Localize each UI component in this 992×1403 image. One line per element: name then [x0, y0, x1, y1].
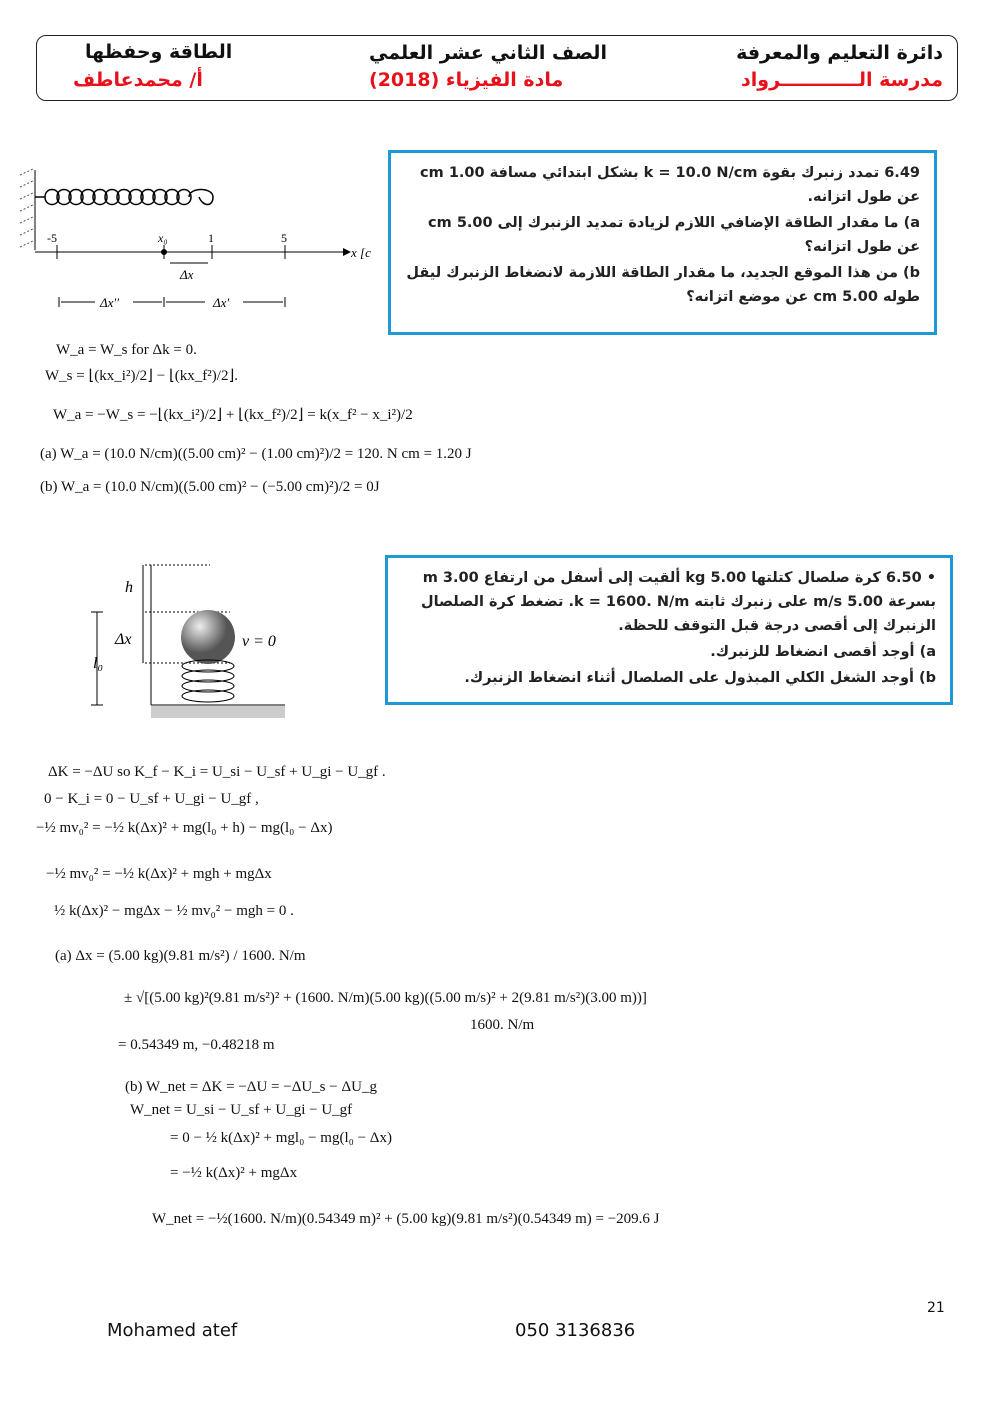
velocity-label: v = 0	[242, 633, 276, 650]
problem-stem: • 6.50 كرة صلصال كتلتها 5.00 kg ألقيت إلى أسفل من ارتفاع 3.00 m بسرعة 5.00 m/s على زنبرك ثابته k = 1600. N/m. تضغط كرة الصلصال الزنبرك إلى أقصى درجة قبل التوقف للحظة.	[420, 570, 936, 634]
equation-line: (b) W_net = ΔK = −ΔU = −ΔU_s − ΔU_g	[125, 1079, 377, 1095]
footer-phone: 050 3136836	[515, 1320, 636, 1341]
tick-label: x₀	[158, 231, 168, 245]
problem-part-a: a) ما مقدار الطاقة الإضافي اللازم لزيادة تمديد الزنبرك إلى 5.00 cm عن طول اتزانه؟	[428, 215, 920, 255]
spring-coil-icon	[35, 190, 213, 205]
delta-x-label: Δx	[180, 267, 194, 282]
equation-line: W_a = W_s for Δk = 0.	[56, 342, 197, 358]
equation-line: ΔK = −ΔU so K_f − K_i = U_si − U_sf + U_gi − U_gf .	[48, 764, 386, 780]
equation-line: ± √[(5.00 kg)²(9.81 m/s²)² + (1600. N/m)(5.00 kg)((5.00 m/s)² + 2(9.81 m/s²)(3.00 m))]	[124, 990, 647, 1006]
equation-line: −½ mv₀² = −½ k(Δx)² + mgh + mgΔx	[46, 866, 272, 882]
spring-icon	[182, 660, 234, 702]
l0-label: l₀	[93, 655, 104, 672]
axis-label: x [c	[351, 245, 371, 260]
equation-line: −½ mv₀² = −½ k(Δx)² + mg(l₀ + h) − mg(l₀ − Δx)	[36, 820, 333, 836]
equation-line: (a) Δx = (5.00 kg)(9.81 m/s²) / 1600. N/m	[55, 948, 306, 964]
delta-x-prime-label: Δx′	[213, 295, 230, 310]
problem-6-49-box	[388, 150, 937, 335]
clay-ball-icon	[181, 610, 235, 664]
equation-line: W_net = −½(1600. N/m)(0.54349 m)² + (5.00 kg)(9.81 m/s²)(0.54349 m) = −209.6 J	[152, 1211, 660, 1227]
equation-line: W_a = −W_s = −⌊(kx_i²)/2⌋ + ⌊(kx_f²)/2⌋ = k(x_f² − x_i²)/2	[53, 407, 413, 423]
spring-axis-figure	[15, 165, 380, 315]
height-label: h	[125, 579, 133, 596]
problem-part-b: b) من هذا الموقع الجديد، ما مقدار الطاقة اللازمة لانضغاط الزنبرك ليقل طوله 5.00 cm عن موضع اتزانه؟	[406, 265, 920, 305]
wall-icon	[20, 169, 35, 250]
equation-line: = −½ k(Δx)² + mgΔx	[170, 1165, 298, 1181]
tick-label: 5	[281, 231, 287, 245]
teacher-name: أ/ محمدعاطف	[73, 69, 203, 91]
page-number: 21	[927, 1300, 945, 1316]
problem-part-a: a) أوجد أقصى انضغاط للزنبرك.	[710, 644, 936, 660]
footer-author: Mohamed atef	[107, 1320, 238, 1341]
equation-line: W_s = ⌊(kx_i²)/2⌋ − ⌊(kx_f²)/2⌋.	[45, 368, 239, 384]
department-name: دائرة التعليم والمعرفة	[736, 42, 943, 64]
problem-stem: 6.49 تمدد زنبرك بقوة k = 10.0 N/cm بشكل ابتدائي مسافة 1.00 cm عن طول اتزانه.	[420, 165, 920, 205]
delta-x-double-prime-label: Δx′′	[100, 295, 120, 310]
equation-line: = 0 − ½ k(Δx)² + mgl₀ − mg(l₀ − Δx)	[170, 1130, 392, 1146]
problem-6-50-box	[385, 555, 953, 705]
delta-x-label: Δx	[115, 631, 132, 648]
grade-title: الصف الثاني عشر العلمي	[369, 42, 607, 64]
tick-label: -5	[47, 231, 57, 245]
x0-point	[161, 249, 167, 255]
tick-label: 1	[208, 231, 214, 245]
equation-line: = 0.54349 m, −0.48218 m	[118, 1037, 275, 1053]
subject-title: مادة الفيزياء (2018)	[369, 69, 564, 91]
equation-line: 0 − K_i = 0 − U_sf + U_gi − U_gf ,	[44, 791, 259, 807]
equation-line: (a) W_a = (10.0 N/cm)((5.00 cm)² − (1.00 cm)²)/2 = 120. N cm = 1.20 J	[40, 446, 472, 462]
equation-line: (b) W_a = (10.0 N/cm)((5.00 cm)² − (−5.00 cm)²)/2 = 0J	[40, 479, 380, 495]
equation-line: W_net = U_si − U_sf + U_gi − U_gf	[130, 1102, 353, 1118]
chapter-title: الطاقة وحفظها	[85, 41, 233, 63]
ground-hatch	[151, 706, 285, 718]
page-header	[36, 35, 958, 101]
problem-part-b: b) أوجد الشغل الكلي المبذول على الصلصال أثناء انضغاط الزنبرك.	[464, 670, 936, 686]
clay-ball-spring-figure	[85, 560, 290, 725]
equation-line: 1600. N/m	[470, 1017, 535, 1033]
school-name: مدرسة الــــــــــــرواد	[741, 69, 943, 91]
equation-line: ½ k(Δx)² − mgΔx − ½ mv₀² − mgh = 0 .	[54, 903, 294, 919]
